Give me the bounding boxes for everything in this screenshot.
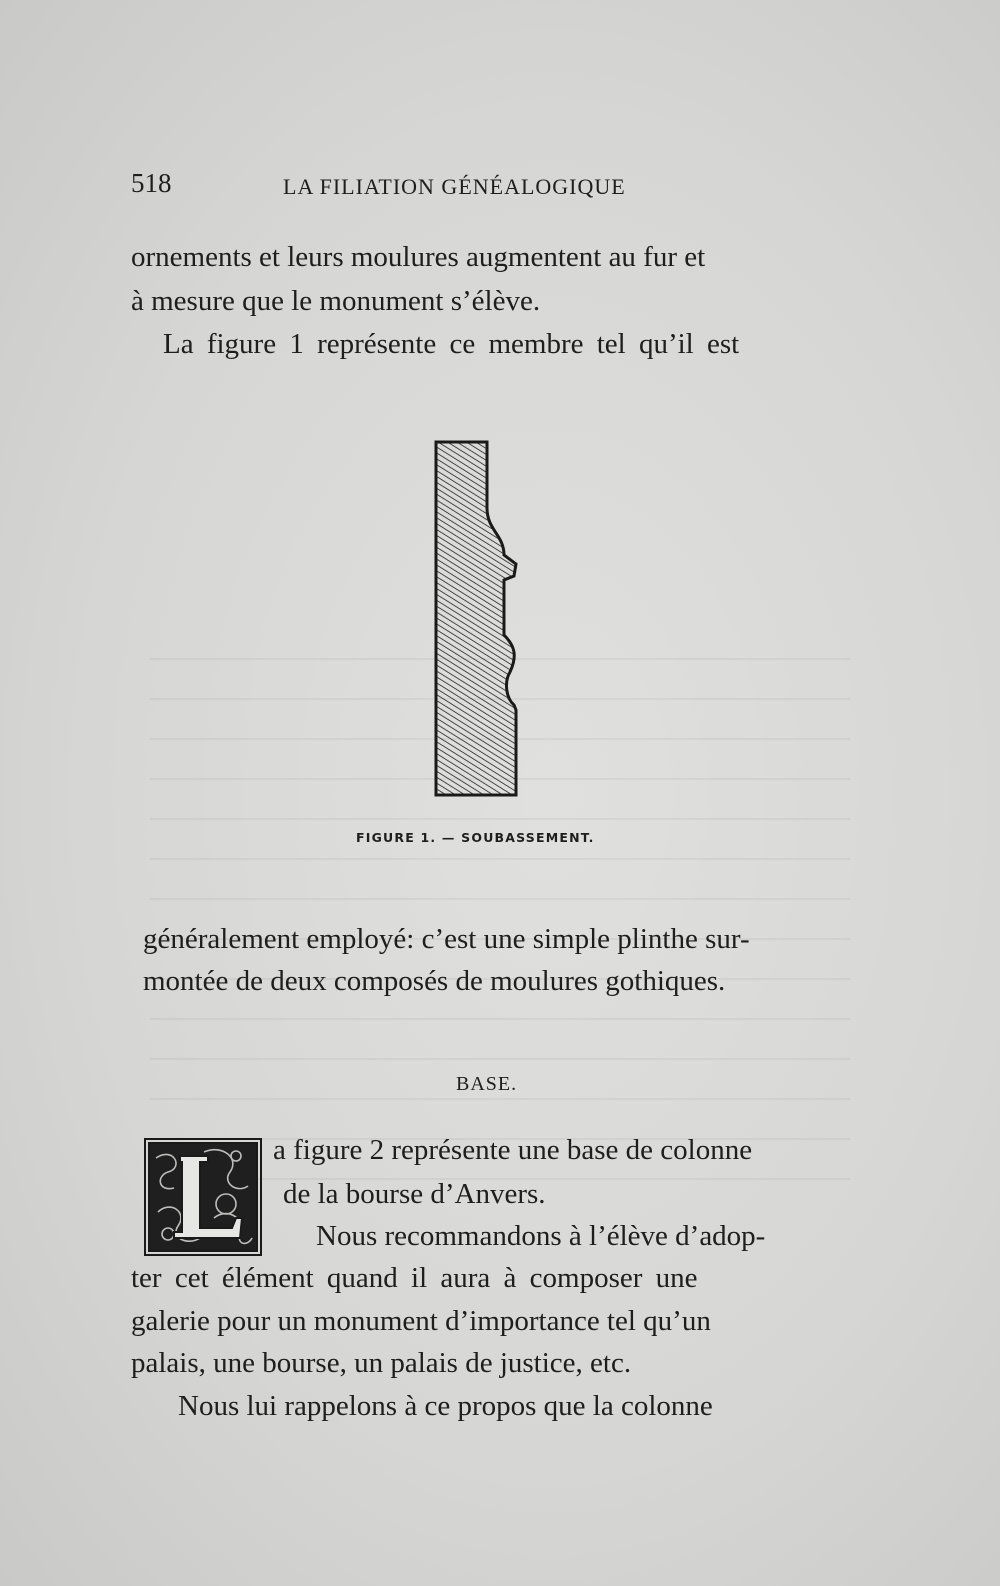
drop-cap-ornament (144, 1138, 262, 1256)
soubassement-profile-drawing (434, 440, 520, 798)
profile-shape (436, 442, 516, 795)
text-line: galerie pour un monument d’importance tel qu’un (131, 1305, 711, 1337)
ornamental-drop-cap (144, 1138, 262, 1256)
text-line: Nous lui rappelons à ce propos que la colonne (178, 1390, 713, 1422)
figure-soubassement (434, 440, 520, 798)
text-line: montée de deux composés de moulures gothiques. (143, 965, 726, 997)
running-title: LA FILIATION GÉNÉALOGIQUE (283, 174, 626, 199)
running-header (131, 168, 851, 208)
page-number: 518 (131, 168, 172, 198)
text-line: généralement employé: c’est une simple plinthe sur- (143, 923, 750, 955)
text-line: de la bourse d’Anvers. (283, 1178, 546, 1210)
text-line: ornements et leurs moulures augmentent au fur et (131, 241, 706, 273)
text-line: à mesure que le monument s’élève. (131, 285, 541, 317)
text-line: ter cet élément quand il aura à composer une (131, 1262, 698, 1294)
text-line: Nous recommandons à l’élève d’adop- (316, 1220, 766, 1252)
text-line: a figure 2 représente une base de colonne (273, 1134, 753, 1166)
text-line: La figure 1 représente ce membre tel qu’il est (163, 328, 740, 360)
figure-caption: FIGURE 1. — SOUBASSEMENT. (356, 830, 595, 845)
text-line: palais, une bourse, un palais de justice, etc. (131, 1347, 632, 1379)
section-title: BASE. (456, 1073, 518, 1095)
